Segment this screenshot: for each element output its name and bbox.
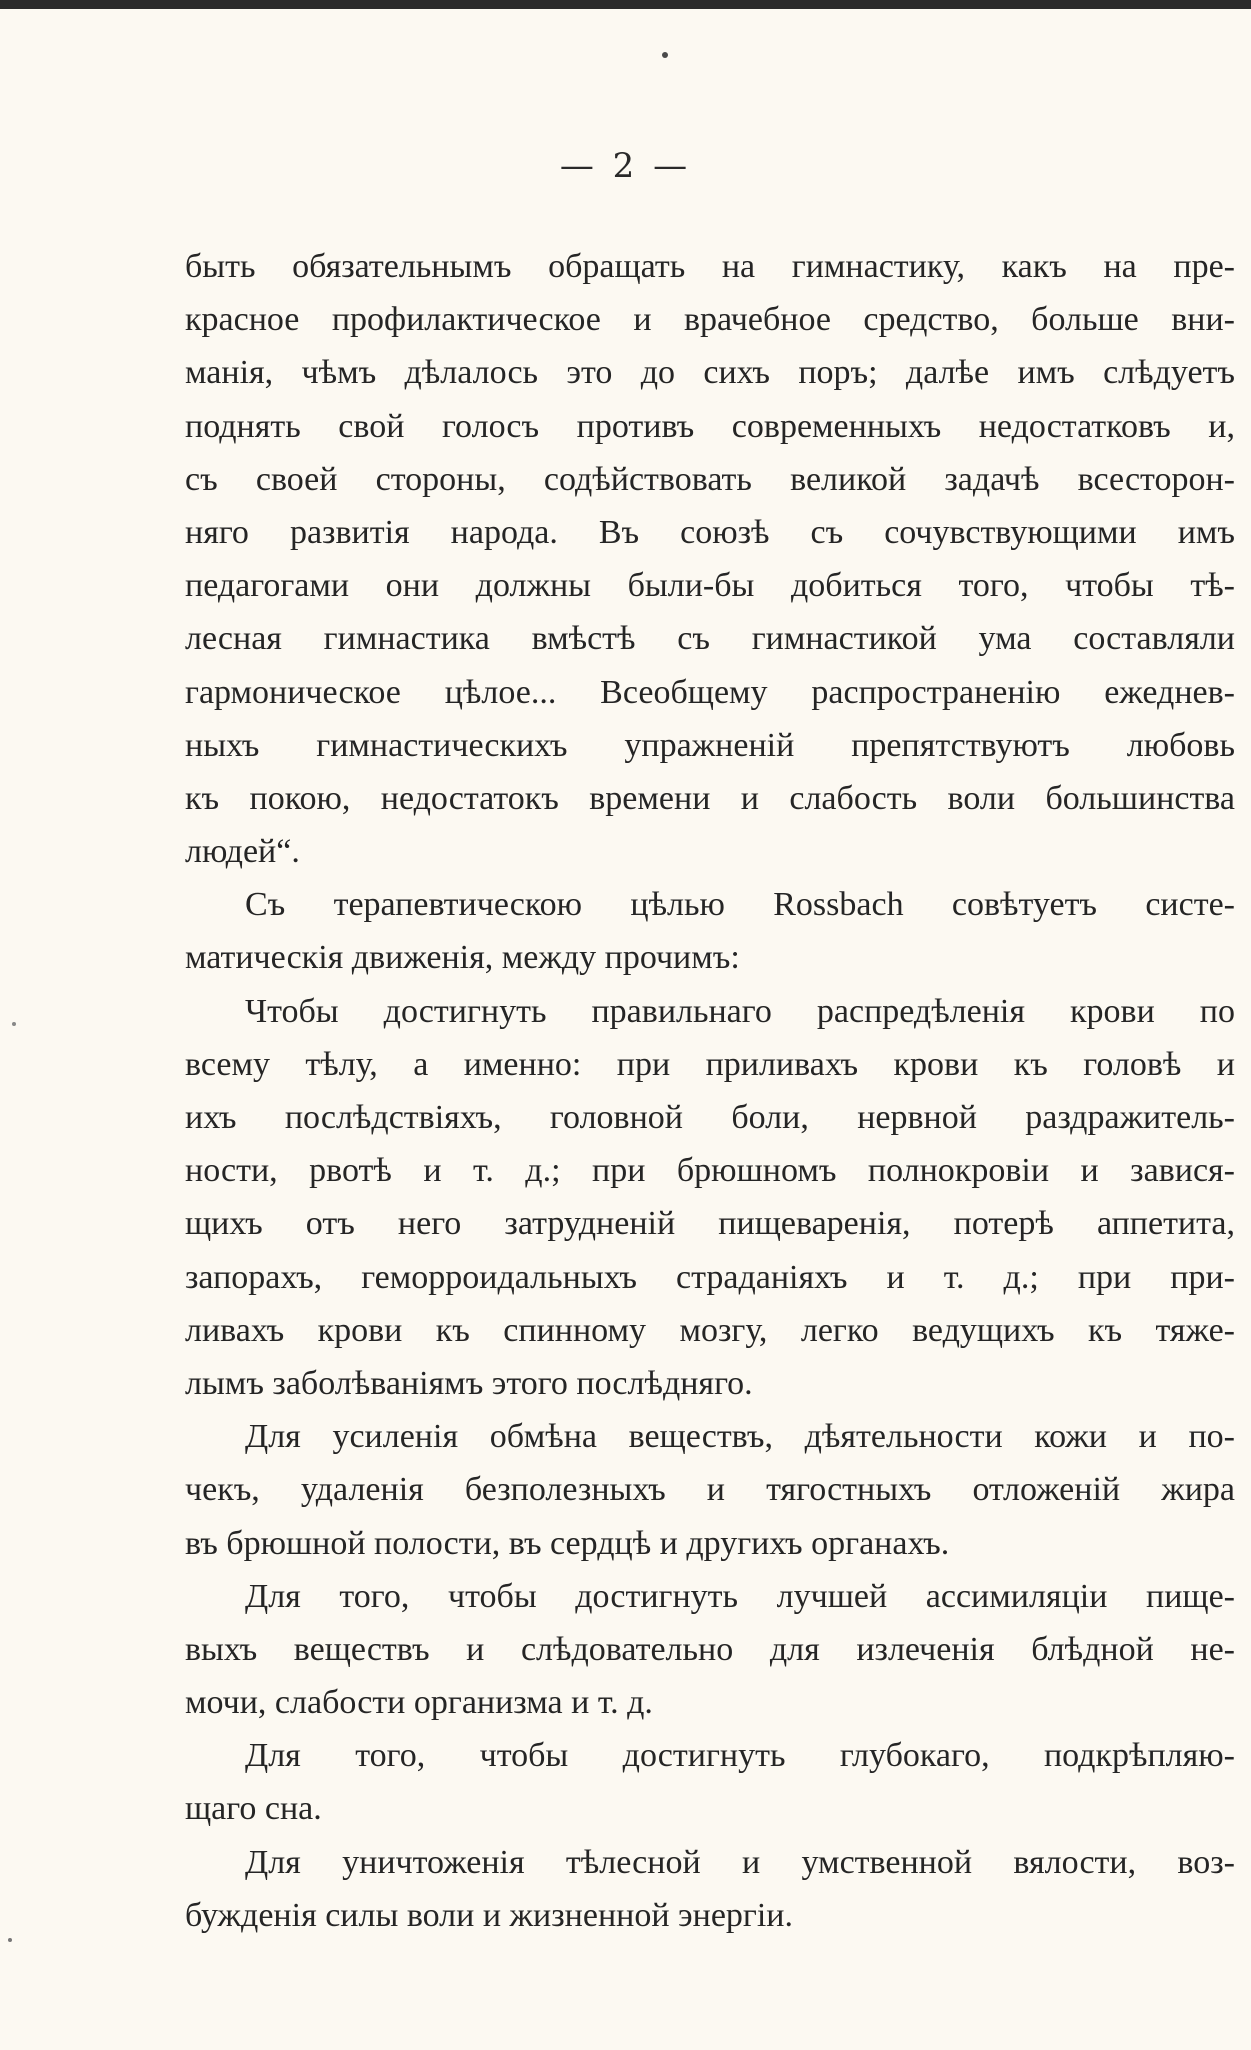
text-line: людей“. (185, 833, 300, 871)
text-line: мочи, слабости организма и т. д. (185, 1684, 653, 1722)
text-line: манія, чѣмъ дѣлалось это до сихъ поръ; далѣе имъ слѣдуетъ (185, 354, 1235, 392)
text-line: къ покою, недостатокъ времени и слабость воли большинства (185, 779, 1235, 817)
text-line: въ брюшной полости, въ сердцѣ и другихъ органахъ. (185, 1524, 950, 1562)
text-line: ихъ послѣдствіяхъ, головной боли, нервной раздражитель- (185, 1099, 1235, 1136)
text-line: красное профилактическое и врачебное средство, больше вни- (185, 301, 1235, 339)
text-line: ливахъ крови къ спинному мозгу, легко ведущихъ къ тяже- (185, 1311, 1235, 1349)
text-line: запорахъ, геморроидальныхъ страданіяхъ и т. д.; при при- (185, 1258, 1235, 1296)
text-line: бужденія силы воли и жизненной энергіи. (185, 1896, 793, 1934)
text-line: ныхъ гимнастическихъ упражненій препятствуютъ любовь (185, 726, 1235, 764)
text-line: съ своей стороны, содѣйствовать великой задачѣ всесторон- (185, 460, 1235, 498)
text-line: лесная гимнастика вмѣстѣ съ гимнастикой ума составляли (185, 620, 1235, 658)
body-text (185, 240, 1235, 1942)
text-line: Для того, чтобы достигнуть лучшей ассимиляціи пище- (245, 1577, 1235, 1615)
text-line: Для того, чтобы достигнуть глубокаго, подкрѣпляю- (245, 1737, 1235, 1775)
ink-speck (662, 52, 668, 58)
text-line: Съ терапевтическою цѣлью Rossbach совѣтуетъ систе- (245, 886, 1235, 924)
text-line: няго развитія народа. Въ союзѣ съ сочувствующими имъ (185, 513, 1235, 551)
text-line: поднять свой голосъ противъ современныхъ недостатковъ и, (185, 407, 1235, 445)
text-line: лымъ заболѣваніямъ этого послѣдняго. (185, 1364, 753, 1402)
page-number: — 2 — (559, 146, 692, 186)
text-line: Чтобы достигнуть правильнаго распредѣленія крови по (245, 992, 1235, 1030)
text-line: педагогами они должны были-бы добиться того, чтобы тѣ- (185, 567, 1235, 605)
ink-speck (8, 1938, 12, 1942)
text-line: Для усиленія обмѣна веществъ, дѣятельности кожи и по- (245, 1418, 1235, 1456)
scan-top-edge (0, 0, 1251, 9)
text-line: щаго сна. (185, 1790, 322, 1828)
text-line: быть обязательнымъ обращать на гимнастику, какъ на пре- (185, 248, 1235, 285)
text-line: щихъ отъ него затрудненій пищеваренія, потерѣ аппетита, (185, 1205, 1235, 1243)
text-line: ности, рвотѣ и т. д.; при брюшномъ полнокровіи и завися- (185, 1152, 1235, 1190)
text-line: Для уничтоженія тѣлесной и умственной вялости, воз- (245, 1843, 1235, 1881)
text-line: выхъ веществъ и слѣдовательно для излеченія блѣдной не- (185, 1630, 1235, 1668)
text-line: матическія движенія, между прочимъ: (185, 939, 740, 977)
ink-speck (12, 1022, 16, 1026)
text-line: чекъ, удаленія безполезныхъ и тягостныхъ отложеній жира (185, 1471, 1235, 1509)
text-line: гармоническое цѣлое... Всеобщему распространенію ежеднев- (185, 673, 1235, 711)
text-line: всему тѣлу, а именно: при приливахъ крови къ головѣ и (185, 1045, 1235, 1083)
